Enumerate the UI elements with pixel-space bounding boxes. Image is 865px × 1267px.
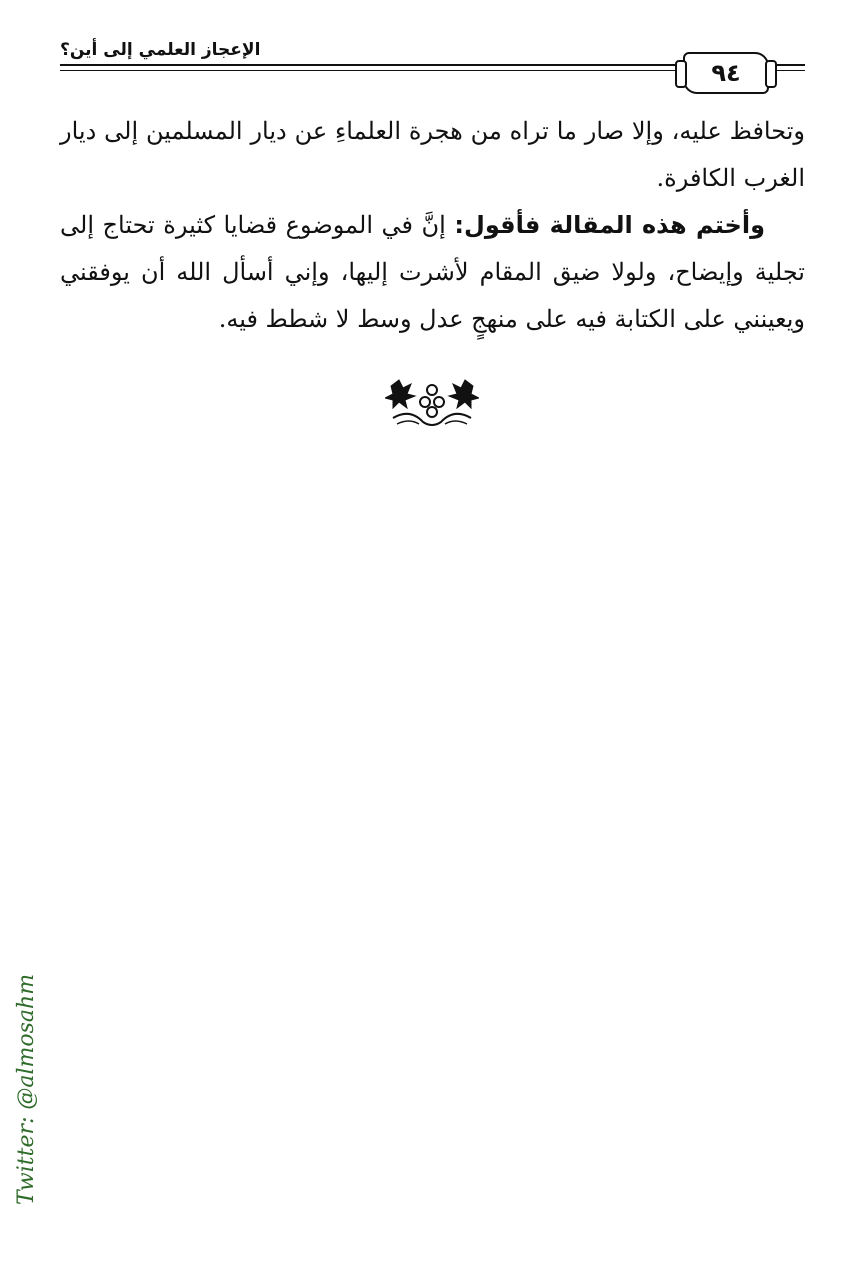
header-rule-bottom <box>60 70 675 71</box>
header-rule-right-top <box>775 64 805 66</box>
watermark: Twitter: @almosahm <box>14 973 39 1205</box>
page-number-box <box>683 52 769 94</box>
paragraph-1: وتحافظ عليه، وإلا صار ما تراه من هجرة العلماءِ عن ديار المسلمين إلى ديار الغرب الكافرة. <box>60 117 805 192</box>
page-number: ٩٤ <box>711 59 741 87</box>
header-rule-right-bottom <box>775 70 805 71</box>
header-rule-top <box>60 64 675 66</box>
floral-ornament-icon <box>385 378 479 428</box>
running-title: الإعجاز العلمي إلى أين؟ <box>60 40 261 60</box>
paragraph-2 <box>60 202 805 343</box>
paragraph-2-lead: وأختم هذه المقالة فأقول: <box>454 211 765 239</box>
paragraph-2-text: إنَّ في الموضوع قضايا كثيرة تحتاج إلى تجلية وإيضاح، ولولا ضيق المقام لأشرت إليها، وإني أسأل الله أن يوفقني ويعينني على الكتابة فيه على منهجٍ عدل وسط لا شطط فيه. <box>60 211 805 333</box>
page-header <box>60 38 805 98</box>
page-body <box>60 108 805 343</box>
